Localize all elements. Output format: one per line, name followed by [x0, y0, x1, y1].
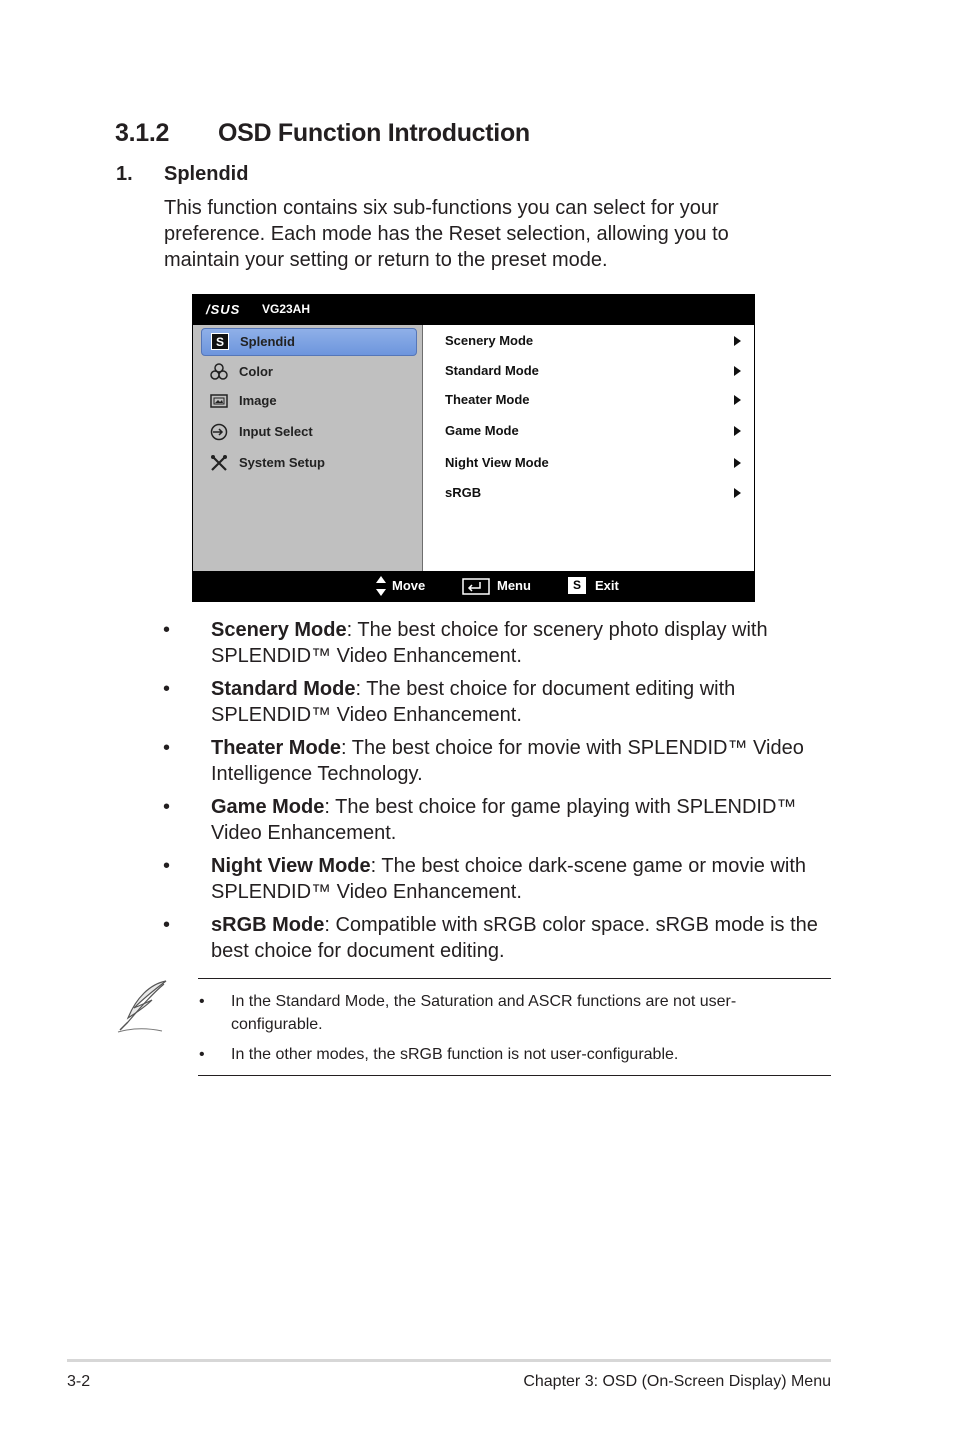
bullet-dot: • [163, 796, 171, 818]
footer-rule [67, 1359, 831, 1362]
osd-header [192, 294, 755, 325]
note-item [198, 1043, 798, 1066]
list-item [163, 617, 823, 669]
bullet-dot: • [199, 993, 205, 1010]
osd-footer [192, 571, 755, 602]
mode-term: Scenery Mode [211, 619, 347, 641]
osd-menu-label: Splendid [240, 334, 295, 349]
osd-submenu-label: sRGB [445, 485, 482, 500]
mode-term: Theater Mode [211, 737, 342, 759]
osd-submenu-item-scenery[interactable] [445, 330, 741, 354]
chapter-title: Chapter 3: OSD (On-Screen Display) Menu [523, 1373, 831, 1390]
osd-menu-item-splendid[interactable] [201, 328, 417, 356]
osd-submenu-item-game[interactable] [445, 420, 741, 444]
list-item [163, 794, 823, 846]
triangle-right-icon [734, 426, 741, 436]
osd-menu-label: System Setup [239, 455, 325, 470]
osd-menu [192, 294, 755, 602]
osd-menu-item-color[interactable] [201, 359, 415, 385]
mode-desc: : Compatible with sRGB color space. sRGB mode is the best choice for document editing. [211, 914, 818, 962]
intro-paragraph: This function contains six sub-functions you can select for your preference. Each mode has the Reset selection, allowing you to maintain your setting or return to the preset mode. [164, 197, 729, 271]
system-setup-icon [210, 454, 228, 472]
mode-descriptions [163, 617, 823, 971]
triangle-right-icon [734, 395, 741, 405]
mode-desc: : The best choice for movie with SPLENDID™ Video Intelligence Technology. [211, 737, 804, 785]
item-title: Splendid [164, 163, 249, 185]
bullet-dot: • [163, 914, 171, 936]
osd-menu-label: Color [239, 364, 273, 379]
exit-s-icon: S [568, 577, 586, 594]
note-item [198, 990, 798, 1036]
item-number: 1. [116, 163, 133, 185]
osd-menu-item-input-select[interactable] [201, 419, 415, 445]
image-icon [210, 392, 228, 410]
note-feather-icon [114, 978, 174, 1038]
osd-footer-menu: Menu [497, 578, 531, 593]
page-number: 3-2 [67, 1373, 91, 1390]
osd-submenu-label: Scenery Mode [445, 333, 534, 348]
note-rule-bottom [198, 1075, 831, 1076]
osd-submenu-label: Game Mode [445, 423, 519, 438]
osd-submenu-label: Standard Mode [445, 363, 539, 378]
osd-footer-move: Move [392, 578, 426, 593]
bullet-dot: • [163, 855, 171, 877]
triangle-right-icon [734, 488, 741, 498]
triangle-right-icon [734, 458, 741, 468]
osd-submenu-item-srgb[interactable] [445, 482, 741, 506]
osd-menu-item-system-setup[interactable] [201, 450, 415, 476]
bullet-dot: • [163, 619, 171, 641]
bullet-dot: • [163, 737, 171, 759]
osd-submenu-item-night-view[interactable] [445, 452, 741, 476]
osd-menu-item-image[interactable] [201, 388, 415, 414]
osd-submenu-label: Night View Mode [445, 455, 549, 470]
mode-desc: : The best choice for game playing with SPLENDID™ Video Enhancement. [211, 796, 797, 844]
list-item [163, 676, 823, 728]
osd-submenu [423, 325, 754, 571]
section-number: 3.1.2 [115, 119, 170, 147]
list-item [163, 853, 823, 905]
mode-desc: : The best choice for document editing with SPLENDID™ Video Enhancement. [211, 678, 736, 726]
note-rule-top [198, 978, 831, 979]
mode-term: Standard Mode [211, 678, 356, 700]
mode-term: Game Mode [211, 796, 325, 818]
osd-submenu-item-standard[interactable] [445, 360, 741, 384]
osd-footer-exit: Exit [595, 578, 619, 593]
splendid-s-icon: S [211, 333, 229, 350]
osd-main-menu [193, 325, 422, 571]
color-icon [210, 363, 228, 381]
osd-submenu-label: Theater Mode [445, 392, 530, 407]
triangle-right-icon [734, 336, 741, 346]
bullet-dot: • [163, 678, 171, 700]
osd-submenu-item-theater[interactable] [445, 389, 741, 413]
osd-model-name: VG23AH [262, 302, 311, 316]
note-list [198, 990, 798, 1073]
menu-enter-icon [462, 578, 490, 600]
bullet-dot: • [199, 1046, 205, 1063]
osd-menu-label: Input Select [239, 424, 313, 439]
note-text: In the other modes, the sRGB function is not user-configurable. [231, 1046, 679, 1063]
list-item [163, 735, 823, 787]
triangle-right-icon [734, 366, 741, 376]
mode-desc: : The best choice dark-scene game or movie with SPLENDID™ Video Enhancement. [211, 855, 807, 903]
list-item [163, 912, 823, 964]
input-select-icon [210, 423, 228, 441]
up-down-arrow-icon [375, 575, 387, 602]
note-text: In the Standard Mode, the Saturation and ASCR functions are not user-configurable. [231, 993, 737, 1033]
section-title: OSD Function Introduction [218, 119, 530, 147]
asus-logo: /SUS [206, 302, 241, 317]
mode-desc: : The best choice for scenery photo display with SPLENDID™ Video Enhancement. [211, 619, 768, 667]
mode-term: sRGB Mode [211, 914, 325, 936]
mode-term: Night View Mode [211, 855, 371, 877]
osd-menu-label: Image [239, 393, 277, 408]
